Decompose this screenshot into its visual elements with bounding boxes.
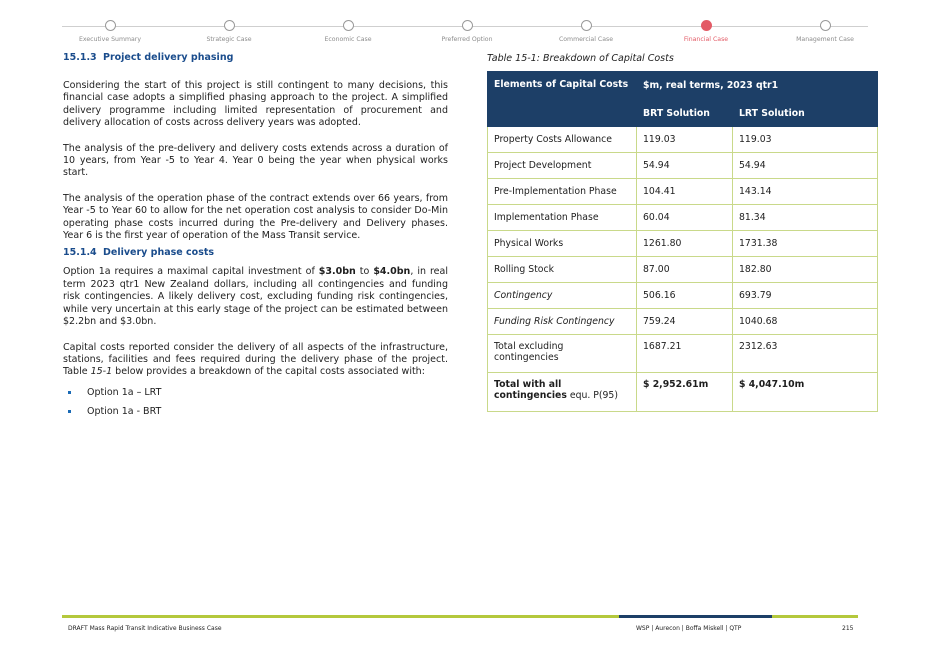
paragraph-phasing-approach: Considering the start of this project is still contingent to many decisions, this financial case adopts a simplified phasing approach to the project. A simplified delivery programme including limited representation of procurement and delivery allocation of costs across delivery years was adopted. [63, 80, 448, 129]
investment-low: $3.0bn [318, 266, 356, 278]
step-dot [820, 20, 831, 31]
section-heading-delivery-phase-costs [63, 247, 448, 261]
lrt-value: 119.03 [733, 127, 878, 153]
table-header-row [488, 72, 878, 100]
table-reference: 15-1 [90, 366, 113, 378]
section-progress-stepper [62, 18, 868, 48]
row-label: Contingency [488, 283, 637, 309]
step-dot [343, 20, 354, 31]
bullet-option-brt: Option 1a - BRT [63, 402, 448, 421]
brt-value: 54.94 [637, 153, 733, 179]
row-label: Total excluding contingencies [488, 335, 637, 373]
lrt-value: 1040.68 [733, 309, 878, 335]
bullet-option-lrt: Option 1a – LRT [63, 383, 448, 402]
row-label: Implementation Phase [488, 205, 637, 231]
paragraph-operation-phase: The analysis of the operation phase of the contract extends over 66 years, from Year -5 to Year 60 to allow for the net operation cost analysis to consider Do-Min operating phase costs incurred during the Pre-delivery and Delivery phases. Year 6 is the first year of operation of the Mass Transit service. [63, 192, 448, 242]
step-dot [224, 20, 235, 31]
step-label: Executive Summary [79, 36, 141, 43]
step-financial-case [646, 18, 766, 43]
table-row [488, 127, 878, 153]
header-brt: BRT Solution [637, 100, 733, 127]
step-label: Management Case [796, 36, 854, 43]
brt-value: 1261.80 [637, 231, 733, 257]
step-label: Strategic Case [206, 36, 252, 43]
footer-document-title: DRAFT Mass Rapid Transit Indicative Business Case [68, 625, 222, 632]
footer-rule-accent [619, 615, 772, 618]
brt-value: 104.41 [637, 179, 733, 205]
page-number: 215 [842, 625, 854, 632]
capital-costs-table [487, 71, 878, 412]
step-management-case [765, 18, 885, 43]
brt-value: 506.16 [637, 283, 733, 309]
lrt-value: 54.94 [733, 153, 878, 179]
step-commercial-case [526, 18, 646, 43]
section-number: 15.1.3 [63, 52, 97, 63]
row-label: Funding Risk Contingency [488, 309, 637, 335]
step-strategic-case [169, 18, 289, 43]
paragraph-capital-investment: Option 1a requires a maximal capital investment of $3.0bn to $4.0bn, in real term 2023 qtr1 New Zealand dollars, including all contingencies and funding risk contingencies. A likely delivery cost, excluding funding risk contingencies, while very uncertain at this early stage of the project can be estimated between $2.2bn and $3.0bn. [63, 266, 448, 328]
section-title: Delivery phase costs [103, 247, 215, 259]
total-brt-value: $ 2,952.61m [637, 373, 733, 412]
header-elements: Elements of Capital Costs [488, 72, 637, 127]
paragraph-delivery-duration: The analysis of the pre-delivery and delivery costs extends across a duration of 10 years, from Year -5 to Year 4. Year 0 being the year when physical works start. [63, 142, 448, 179]
left-column [63, 52, 448, 421]
row-label: Rolling Stock [488, 257, 637, 283]
section-heading-project-delivery-phasing [63, 52, 448, 66]
header-lrt: LRT Solution [733, 100, 878, 127]
step-dot [462, 20, 473, 31]
brt-value: 1687.21 [637, 335, 733, 373]
lrt-value: 2312.63 [733, 335, 878, 373]
step-dot [105, 20, 116, 31]
table-caption: Table 15-1: Breakdown of Capital Costs [487, 53, 674, 64]
brt-value: 87.00 [637, 257, 733, 283]
row-label: Pre-Implementation Phase [488, 179, 637, 205]
row-label: Physical Works [488, 231, 637, 257]
brt-value: 119.03 [637, 127, 733, 153]
step-preferred-option [407, 18, 527, 43]
step-label: Preferred Option [441, 36, 493, 43]
paragraph-capital-costs-scope: Capital costs reported consider the delivery of all aspects of the infrastructure, stations, facilities and fees required during the delivery phase of the project. Table 15-1 below provides a breakdown of the capital costs associated with: [63, 341, 448, 378]
lrt-value: 143.14 [733, 179, 878, 205]
row-label: Property Costs Allowance [488, 127, 637, 153]
table-row [488, 153, 878, 179]
row-label: Project Development [488, 153, 637, 179]
lrt-value: 693.79 [733, 283, 878, 309]
investment-high: $4.0bn [373, 266, 411, 278]
step-economic-case [288, 18, 408, 43]
step-label-active: Financial Case [683, 36, 729, 43]
table-row [488, 309, 878, 335]
section-title: Project delivery phasing [103, 52, 234, 63]
total-lrt-value: $ 4,047.10m [733, 373, 878, 412]
section-number: 15.1.4 [63, 247, 97, 259]
step-dot-active [701, 20, 712, 31]
options-bullet-list [63, 383, 448, 421]
table-row [488, 205, 878, 231]
lrt-value: 1731.38 [733, 231, 878, 257]
step-dot [581, 20, 592, 31]
step-label: Economic Case [324, 36, 372, 43]
table-row [488, 283, 878, 309]
table-row [488, 257, 878, 283]
brt-value: 60.04 [637, 205, 733, 231]
step-executive-summary [50, 18, 170, 43]
brt-value: 759.24 [637, 309, 733, 335]
header-units: $m, real terms, 2023 qtr1 [637, 72, 878, 100]
step-label: Commercial Case [558, 36, 614, 43]
table-row [488, 231, 878, 257]
footer-rule [62, 615, 858, 618]
total-label: Total with all contingencies equ. P(95) [488, 373, 637, 412]
lrt-value: 81.34 [733, 205, 878, 231]
table-row-subtotal [488, 335, 878, 373]
footer-authors: WSP | Aurecon | Boffa Miskell | QTP [636, 625, 742, 632]
lrt-value: 182.80 [733, 257, 878, 283]
table-row-total [488, 373, 878, 412]
table-row [488, 179, 878, 205]
